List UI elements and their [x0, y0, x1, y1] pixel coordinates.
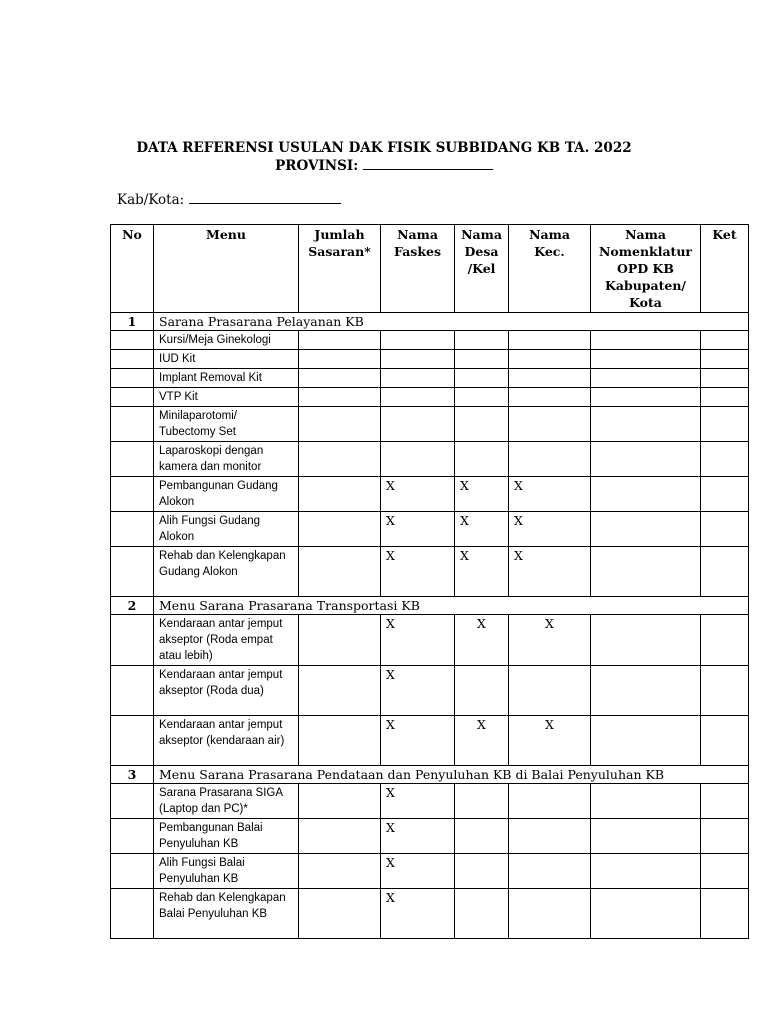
cell-ket[interactable]	[701, 889, 749, 939]
cell-jumlah-sasaran[interactable]	[299, 331, 381, 350]
cell-nama-kec[interactable]	[509, 331, 591, 350]
cell-jumlah-sasaran[interactable]	[299, 369, 381, 388]
col-header-ket: Ket	[701, 225, 749, 313]
cell-nama-faskes[interactable]: X	[381, 547, 455, 597]
cell-jumlah-sasaran[interactable]	[299, 477, 381, 512]
cell-nomenklatur[interactable]	[591, 331, 701, 350]
table-row	[111, 388, 749, 407]
cell-nama-faskes[interactable]: X	[381, 666, 455, 716]
section-title: Menu Sarana Prasarana Transportasi KB	[154, 597, 749, 615]
kab-kota-line	[117, 191, 341, 208]
cell-nama-faskes[interactable]	[381, 407, 455, 442]
cell-ket[interactable]	[701, 369, 749, 388]
cell-menu: Implant Removal Kit	[154, 369, 299, 388]
col-header-nama-faskes: Nama Faskes	[381, 225, 455, 313]
cell-nama-kec[interactable]	[509, 350, 591, 369]
table-row	[111, 889, 749, 939]
cell-menu: Sarana Prasarana SIGA (Laptop dan PC)*	[154, 784, 299, 819]
cell-menu: Kendaraan antar jemput akseptor (Roda dua)	[154, 666, 299, 716]
col-header-jumlah-sasaran: Jumlah Sasaran*	[299, 225, 381, 313]
table-row	[111, 477, 749, 512]
cell-no[interactable]	[111, 666, 154, 716]
cell-menu: Alih Fungsi Gudang Alokon	[154, 512, 299, 547]
table-row	[111, 716, 749, 766]
cell-menu: Rehab dan Kelengkapan Balai Penyuluhan KB	[154, 889, 299, 939]
cell-nama-desa[interactable]	[455, 889, 509, 939]
cell-menu: Pembangunan Gudang Alokon	[154, 477, 299, 512]
cell-ket[interactable]	[701, 819, 749, 854]
cell-ket[interactable]	[701, 666, 749, 716]
cell-no[interactable]	[111, 819, 154, 854]
cell-nomenklatur[interactable]	[591, 442, 701, 477]
table-row	[111, 854, 749, 889]
cell-ket[interactable]	[701, 784, 749, 819]
col-header-nomenklatur: Nama Nomenklatur OPD KB Kabupaten/ Kota	[591, 225, 701, 313]
cell-nama-kec[interactable]: X	[509, 512, 591, 547]
reference-table	[110, 224, 749, 939]
cell-menu: Kursi/Meja Ginekologi	[154, 331, 299, 350]
cell-nomenklatur[interactable]	[591, 407, 701, 442]
cell-nomenklatur[interactable]	[591, 854, 701, 889]
cell-ket[interactable]	[701, 388, 749, 407]
cell-jumlah-sasaran[interactable]	[299, 388, 381, 407]
cell-no[interactable]	[111, 615, 154, 666]
table-row	[111, 666, 749, 716]
cell-ket[interactable]	[701, 407, 749, 442]
cell-nama-desa[interactable]	[455, 854, 509, 889]
section-row	[111, 597, 749, 615]
provinsi-label: PROVINSI:	[275, 158, 359, 174]
cell-no[interactable]	[111, 716, 154, 766]
table-header-row	[111, 225, 749, 313]
cell-nomenklatur[interactable]	[591, 819, 701, 854]
cell-no[interactable]	[111, 784, 154, 819]
cell-nama-desa[interactable]	[455, 442, 509, 477]
cell-no[interactable]	[111, 388, 154, 407]
cell-nama-kec[interactable]	[509, 442, 591, 477]
cell-nama-desa[interactable]	[455, 819, 509, 854]
table-row	[111, 615, 749, 666]
cell-nama-desa[interactable]	[455, 350, 509, 369]
table-row	[111, 784, 749, 819]
cell-no[interactable]	[111, 407, 154, 442]
cell-jumlah-sasaran[interactable]	[299, 350, 381, 369]
cell-nama-desa[interactable]	[455, 331, 509, 350]
table-row	[111, 512, 749, 547]
cell-nomenklatur[interactable]	[591, 477, 701, 512]
cell-no[interactable]	[111, 512, 154, 547]
cell-nama-desa[interactable]: X	[455, 615, 509, 666]
cell-no[interactable]	[111, 889, 154, 939]
cell-menu: Alih Fungsi Balai Penyuluhan KB	[154, 854, 299, 889]
cell-ket[interactable]	[701, 442, 749, 477]
cell-nama-desa[interactable]	[455, 666, 509, 716]
cell-nama-faskes[interactable]	[381, 369, 455, 388]
cell-nama-kec[interactable]	[509, 388, 591, 407]
table-row	[111, 369, 749, 388]
cell-ket[interactable]	[701, 350, 749, 369]
table-body	[111, 313, 749, 939]
cell-menu: VTP Kit	[154, 388, 299, 407]
cell-nama-faskes[interactable]: X	[381, 889, 455, 939]
section-number: 3	[111, 766, 154, 784]
cell-nama-faskes[interactable]: X	[381, 716, 455, 766]
cell-nama-faskes[interactable]: X	[381, 819, 455, 854]
cell-nama-kec[interactable]	[509, 369, 591, 388]
cell-nama-desa[interactable]: X	[455, 547, 509, 597]
cell-nama-faskes[interactable]: X	[381, 784, 455, 819]
cell-nama-kec[interactable]	[509, 784, 591, 819]
cell-jumlah-sasaran[interactable]	[299, 407, 381, 442]
section-title: Sarana Prasarana Pelayanan KB	[154, 313, 749, 331]
cell-nama-faskes[interactable]	[381, 388, 455, 407]
cell-no[interactable]	[111, 547, 154, 597]
section-row	[111, 766, 749, 784]
cell-no[interactable]	[111, 442, 154, 477]
cell-jumlah-sasaran[interactable]	[299, 819, 381, 854]
cell-nama-desa[interactable]: X	[455, 716, 509, 766]
cell-nama-desa[interactable]	[455, 388, 509, 407]
cell-jumlah-sasaran[interactable]	[299, 666, 381, 716]
cell-nama-desa[interactable]	[455, 369, 509, 388]
cell-ket[interactable]	[701, 477, 749, 512]
cell-no[interactable]	[111, 369, 154, 388]
cell-no[interactable]	[111, 477, 154, 512]
cell-nomenklatur[interactable]	[591, 716, 701, 766]
cell-menu: Kendaraan antar jemput akseptor (Roda empat atau lebih)	[154, 615, 299, 666]
cell-nomenklatur[interactable]	[591, 547, 701, 597]
cell-ket[interactable]	[701, 615, 749, 666]
cell-menu: Rehab dan Kelengkapan Gudang Alokon	[154, 547, 299, 597]
cell-nama-kec[interactable]: X	[509, 477, 591, 512]
cell-jumlah-sasaran[interactable]	[299, 889, 381, 939]
col-header-nama-kec: Nama Kec.	[509, 225, 591, 313]
cell-nama-kec[interactable]	[509, 666, 591, 716]
cell-ket[interactable]	[701, 512, 749, 547]
cell-menu: Pembangunan Balai Penyuluhan KB	[154, 819, 299, 854]
table-row	[111, 407, 749, 442]
cell-menu: IUD Kit	[154, 350, 299, 369]
cell-nama-faskes[interactable]: X	[381, 512, 455, 547]
table-row	[111, 331, 749, 350]
cell-nama-kec[interactable]	[509, 854, 591, 889]
cell-nama-desa[interactable]: X	[455, 477, 509, 512]
cell-ket[interactable]	[701, 331, 749, 350]
cell-jumlah-sasaran[interactable]	[299, 784, 381, 819]
cell-nama-faskes[interactable]: X	[381, 615, 455, 666]
cell-jumlah-sasaran[interactable]	[299, 442, 381, 477]
cell-menu: Minilaparotomi/ Tubectomy Set	[154, 407, 299, 442]
cell-nama-kec[interactable]: X	[509, 547, 591, 597]
document-header	[0, 139, 768, 175]
cell-nomenklatur[interactable]	[591, 350, 701, 369]
cell-nama-desa[interactable]	[455, 407, 509, 442]
table-row	[111, 819, 749, 854]
cell-nama-kec[interactable]	[509, 407, 591, 442]
cell-nomenklatur[interactable]	[591, 388, 701, 407]
cell-nomenklatur[interactable]	[591, 512, 701, 547]
provinsi-blank-field[interactable]	[363, 157, 493, 170]
cell-nomenklatur[interactable]	[591, 666, 701, 716]
col-header-menu: Menu	[154, 225, 299, 313]
section-row	[111, 313, 749, 331]
cell-no[interactable]	[111, 350, 154, 369]
cell-nama-kec[interactable]: X	[509, 716, 591, 766]
cell-menu: Kendaraan antar jemput akseptor (kendaraan air)	[154, 716, 299, 766]
document-title: DATA REFERENSI USULAN DAK FISIK SUBBIDANG KB TA. 2022	[136, 140, 632, 156]
table-row	[111, 547, 749, 597]
cell-nama-faskes[interactable]: X	[381, 854, 455, 889]
cell-nama-desa[interactable]	[455, 784, 509, 819]
cell-nama-kec[interactable]	[509, 819, 591, 854]
col-header-nama-desa: Nama Desa /Kel	[455, 225, 509, 313]
cell-nama-faskes[interactable]	[381, 331, 455, 350]
cell-no[interactable]	[111, 854, 154, 889]
cell-nomenklatur[interactable]	[591, 784, 701, 819]
cell-nama-faskes[interactable]	[381, 442, 455, 477]
cell-nama-desa[interactable]: X	[455, 512, 509, 547]
section-title: Menu Sarana Prasarana Pendataan dan Penyuluhan KB di Balai Penyuluhan KB	[154, 766, 749, 784]
section-number: 2	[111, 597, 154, 615]
kab-kota-blank-field[interactable]	[189, 191, 341, 204]
kab-kota-label: Kab/Kota:	[117, 192, 185, 208]
cell-nomenklatur[interactable]	[591, 369, 701, 388]
cell-menu: Laparoskopi dengan kamera dan monitor	[154, 442, 299, 477]
cell-no[interactable]	[111, 331, 154, 350]
cell-jumlah-sasaran[interactable]	[299, 854, 381, 889]
cell-jumlah-sasaran[interactable]	[299, 716, 381, 766]
cell-ket[interactable]	[701, 854, 749, 889]
table-row	[111, 442, 749, 477]
cell-nama-faskes[interactable]	[381, 350, 455, 369]
cell-jumlah-sasaran[interactable]	[299, 615, 381, 666]
cell-nomenklatur[interactable]	[591, 615, 701, 666]
table-row	[111, 350, 749, 369]
cell-nama-faskes[interactable]: X	[381, 477, 455, 512]
section-number: 1	[111, 313, 154, 331]
cell-nomenklatur[interactable]	[591, 889, 701, 939]
cell-ket[interactable]	[701, 716, 749, 766]
cell-nama-kec[interactable]: X	[509, 615, 591, 666]
cell-nama-kec[interactable]	[509, 889, 591, 939]
cell-jumlah-sasaran[interactable]	[299, 512, 381, 547]
cell-jumlah-sasaran[interactable]	[299, 547, 381, 597]
cell-ket[interactable]	[701, 547, 749, 597]
col-header-no: No	[111, 225, 154, 313]
provinsi-line	[0, 157, 768, 175]
